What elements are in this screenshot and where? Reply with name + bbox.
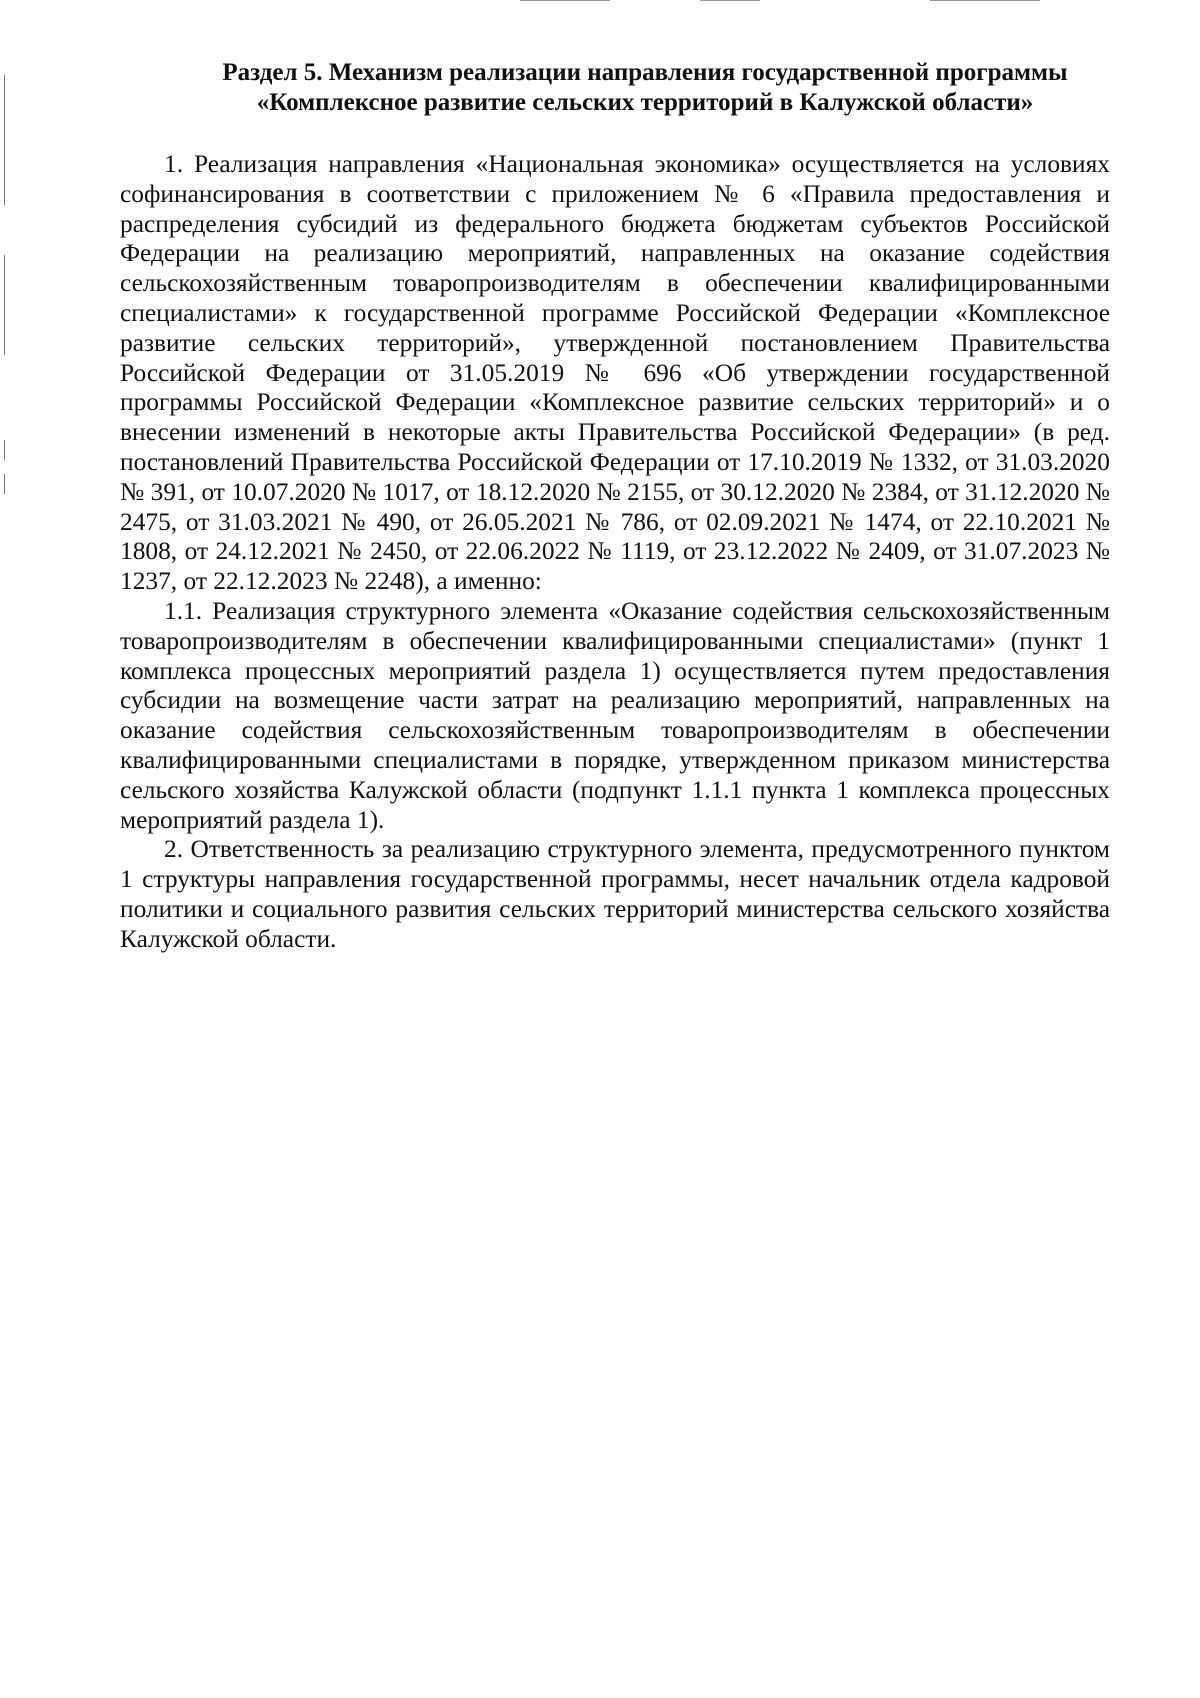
scan-top-speck: [700, 0, 760, 1]
section-heading-line-2: «Комплексное развитие сельских территорий в Калужской области»: [256, 89, 1034, 116]
scan-margin-mark: [4, 255, 5, 355]
paragraph-2: 2. Ответственность за реализацию структурного элемента, предусмотренного пунктом 1 структуры направления государственной программы, несет начальник отдела кадровой политики и социального развития сельских территорий министерства сельского хозяйства Калужской области.: [120, 835, 1110, 953]
paragraph-1-1: 1.1. Реализация структурного элемента «Оказание содействия сельскохозяйственным товаропроизводителям в обеспечении квалифицированными специалистами» (пункт 1 комплекса процессных мероприятий раздела 1) осуществляется путем предоставления субсидии на возмещение части затрат на реализацию мероприятий, направленных на оказание содействия сельскохозяйственным товаропроизводителям в обеспечении квалифицированными специалистами в порядке, утвержденном приказом министерства сельского хозяйства Калужской области (подпункт 1.1.1 пункта 1 комплекса процессных мероприятий раздела 1).: [120, 596, 1110, 834]
scan-top-speck: [930, 0, 1040, 1]
scan-margin-mark: [4, 474, 5, 494]
document-body: [120, 58, 1110, 955]
section-heading-line-1: Раздел 5. Механизм реализации направления государственной программы: [222, 59, 1068, 86]
paragraph-1: 1. Реализация направления «Национальная экономика» осуществляется на условиях софинансирования в соответствии с приложением № 6 «Правила предоставления и распределения субсидий из федерального бюджета бюджетам субъектов Российской Федерации на реализацию мероприятий, направленных на оказание содействия сельскохозяйственным товаропроизводителям в обеспечении квалифицированными специалистами» к государственной программе Российской Федерации «Комплексное развитие сельских территорий», утвержденной постановлением Правительства Российской Федерации от 31.05.2019 № 696 «Об утверждении государственной программы Российской Федерации «Комплексное развитие сельских территорий» и о внесении изменений в некоторые акты Правительства Российской Федерации» (в ред. постановлений Правительства Российской Федерации от 17.10.2019 № 1332, от 31.03.2020 № 391, от 10.07.2020 № 1017, от 18.12.2020 № 2155, от 30.12.2020 № 2384, от 31.12.2020 № 2475, от 31.03.2021 № 490, от 26.05.2021 № 786, от 02.09.2021 № 1474, от 22.10.2021 № 1808, от 24.12.2021 № 2450, от 22.06.2022 № 1119, от 23.12.2022 № 2409, от 31.07.2023 № 1237, от 22.12.2023 № 2248), а именно:: [120, 150, 1110, 596]
scan-margin-mark: [4, 75, 5, 205]
scan-top-speck: [520, 0, 610, 1]
section-heading: [120, 58, 1110, 118]
scan-margin-mark: [4, 440, 5, 460]
